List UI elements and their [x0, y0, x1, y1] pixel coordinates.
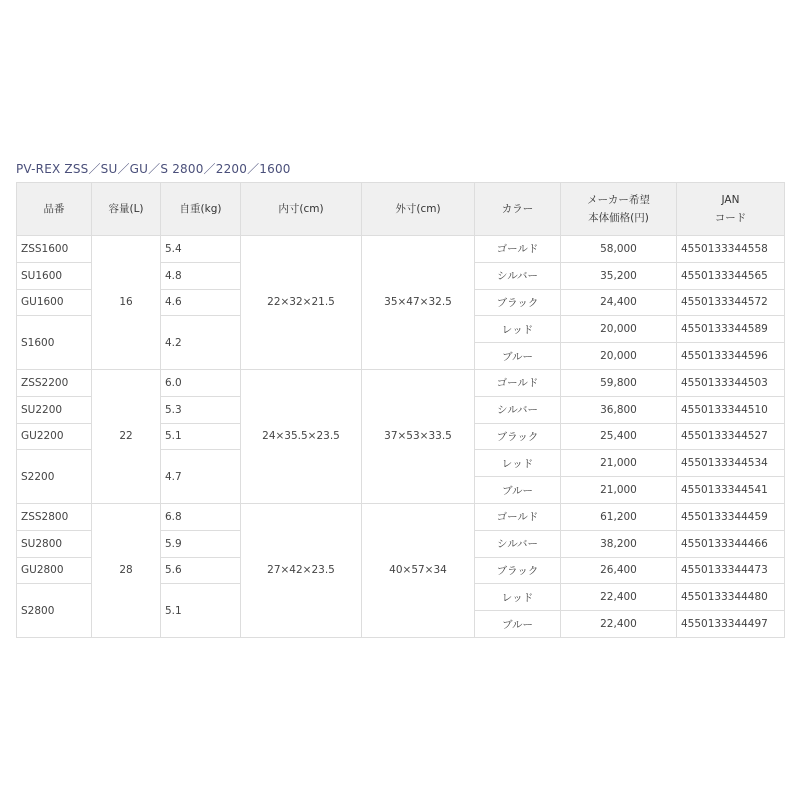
weight-cell: 5.6 — [161, 557, 241, 584]
jan-cell: 4550133344596 — [677, 343, 785, 370]
header-jan — [677, 183, 785, 236]
outer-size-cell: 37×53×33.5 — [362, 369, 475, 503]
jan-cell: 4550133344589 — [677, 316, 785, 343]
jan-cell: 4550133344565 — [677, 262, 785, 289]
header-price — [561, 183, 677, 236]
model-cell: SU2200 — [17, 396, 92, 423]
spec-body — [17, 236, 785, 638]
outer-size-cell: 35×47×32.5 — [362, 236, 475, 370]
header-capacity: 容量(L) — [92, 183, 161, 236]
color-cell: ブルー — [475, 477, 561, 504]
inner-size-cell: 27×42×23.5 — [241, 503, 362, 637]
color-cell: レッド — [475, 584, 561, 611]
jan-cell: 4550133344503 — [677, 369, 785, 396]
table-row — [17, 369, 785, 396]
model-cell: S2800 — [17, 584, 92, 638]
color-cell: ブルー — [475, 611, 561, 638]
weight-cell: 4.7 — [161, 450, 241, 504]
color-cell: ブルー — [475, 343, 561, 370]
price-cell: 25,400 — [561, 423, 677, 450]
jan-cell: 4550133344572 — [677, 289, 785, 316]
jan-cell: 4550133344527 — [677, 423, 785, 450]
model-cell: SU1600 — [17, 262, 92, 289]
header-model: 品番 — [17, 183, 92, 236]
inner-size-cell: 22×32×21.5 — [241, 236, 362, 370]
price-cell: 21,000 — [561, 477, 677, 504]
color-cell: レッド — [475, 450, 561, 477]
model-cell: GU2200 — [17, 423, 92, 450]
jan-cell: 4550133344558 — [677, 236, 785, 263]
price-cell: 24,400 — [561, 289, 677, 316]
model-cell: S2200 — [17, 450, 92, 504]
price-cell: 22,400 — [561, 611, 677, 638]
price-cell: 61,200 — [561, 503, 677, 530]
weight-cell: 5.4 — [161, 236, 241, 263]
color-cell: シルバー — [475, 262, 561, 289]
inner-size-cell: 24×35.5×23.5 — [241, 369, 362, 503]
price-cell: 35,200 — [561, 262, 677, 289]
weight-cell: 5.3 — [161, 396, 241, 423]
price-cell: 36,800 — [561, 396, 677, 423]
jan-cell: 4550133344480 — [677, 584, 785, 611]
jan-cell: 4550133344466 — [677, 530, 785, 557]
model-cell: ZSS2200 — [17, 369, 92, 396]
capacity-cell: 28 — [92, 503, 161, 637]
price-cell: 21,000 — [561, 450, 677, 477]
capacity-cell: 22 — [92, 369, 161, 503]
jan-cell: 4550133344459 — [677, 503, 785, 530]
price-cell: 58,000 — [561, 236, 677, 263]
weight-cell: 6.8 — [161, 503, 241, 530]
spec-table — [16, 182, 785, 638]
model-cell: GU1600 — [17, 289, 92, 316]
outer-size-cell: 40×57×34 — [362, 503, 475, 637]
header-price-line2: 本体価格(円) — [588, 212, 649, 224]
jan-cell: 4550133344534 — [677, 450, 785, 477]
header-weight: 自重(kg) — [161, 183, 241, 236]
model-cell: SU2800 — [17, 530, 92, 557]
header-inner-size: 内寸(cm) — [241, 183, 362, 236]
header-jan-line1: JAN — [721, 194, 740, 206]
color-cell: ブラック — [475, 557, 561, 584]
capacity-cell: 16 — [92, 236, 161, 370]
table-row — [17, 236, 785, 263]
model-cell: GU2800 — [17, 557, 92, 584]
color-cell: ブラック — [475, 423, 561, 450]
price-cell: 20,000 — [561, 343, 677, 370]
model-cell: S1600 — [17, 316, 92, 370]
price-cell: 38,200 — [561, 530, 677, 557]
jan-cell: 4550133344510 — [677, 396, 785, 423]
model-cell: ZSS2800 — [17, 503, 92, 530]
jan-cell: 4550133344473 — [677, 557, 785, 584]
header-row — [17, 183, 785, 236]
weight-cell: 4.8 — [161, 262, 241, 289]
model-cell: ZSS1600 — [17, 236, 92, 263]
jan-cell: 4550133344497 — [677, 611, 785, 638]
table-row — [17, 503, 785, 530]
weight-cell: 5.1 — [161, 423, 241, 450]
color-cell: ゴールド — [475, 503, 561, 530]
header-color: カラー — [475, 183, 561, 236]
weight-cell: 5.9 — [161, 530, 241, 557]
page-title: PV-REX ZSS／SU／GU／S 2800／2200／1600 — [16, 162, 291, 176]
color-cell: シルバー — [475, 530, 561, 557]
weight-cell: 4.2 — [161, 316, 241, 370]
header-price-line1: メーカー希望 — [587, 194, 650, 206]
price-cell: 22,400 — [561, 584, 677, 611]
header-outer-size: 外寸(cm) — [362, 183, 475, 236]
weight-cell: 4.6 — [161, 289, 241, 316]
weight-cell: 5.1 — [161, 584, 241, 638]
price-cell: 59,800 — [561, 369, 677, 396]
color-cell: ゴールド — [475, 236, 561, 263]
jan-cell: 4550133344541 — [677, 477, 785, 504]
color-cell: レッド — [475, 316, 561, 343]
color-cell: シルバー — [475, 396, 561, 423]
price-cell: 20,000 — [561, 316, 677, 343]
color-cell: ゴールド — [475, 369, 561, 396]
weight-cell: 6.0 — [161, 369, 241, 396]
header-jan-line2: コード — [714, 212, 747, 224]
price-cell: 26,400 — [561, 557, 677, 584]
color-cell: ブラック — [475, 289, 561, 316]
